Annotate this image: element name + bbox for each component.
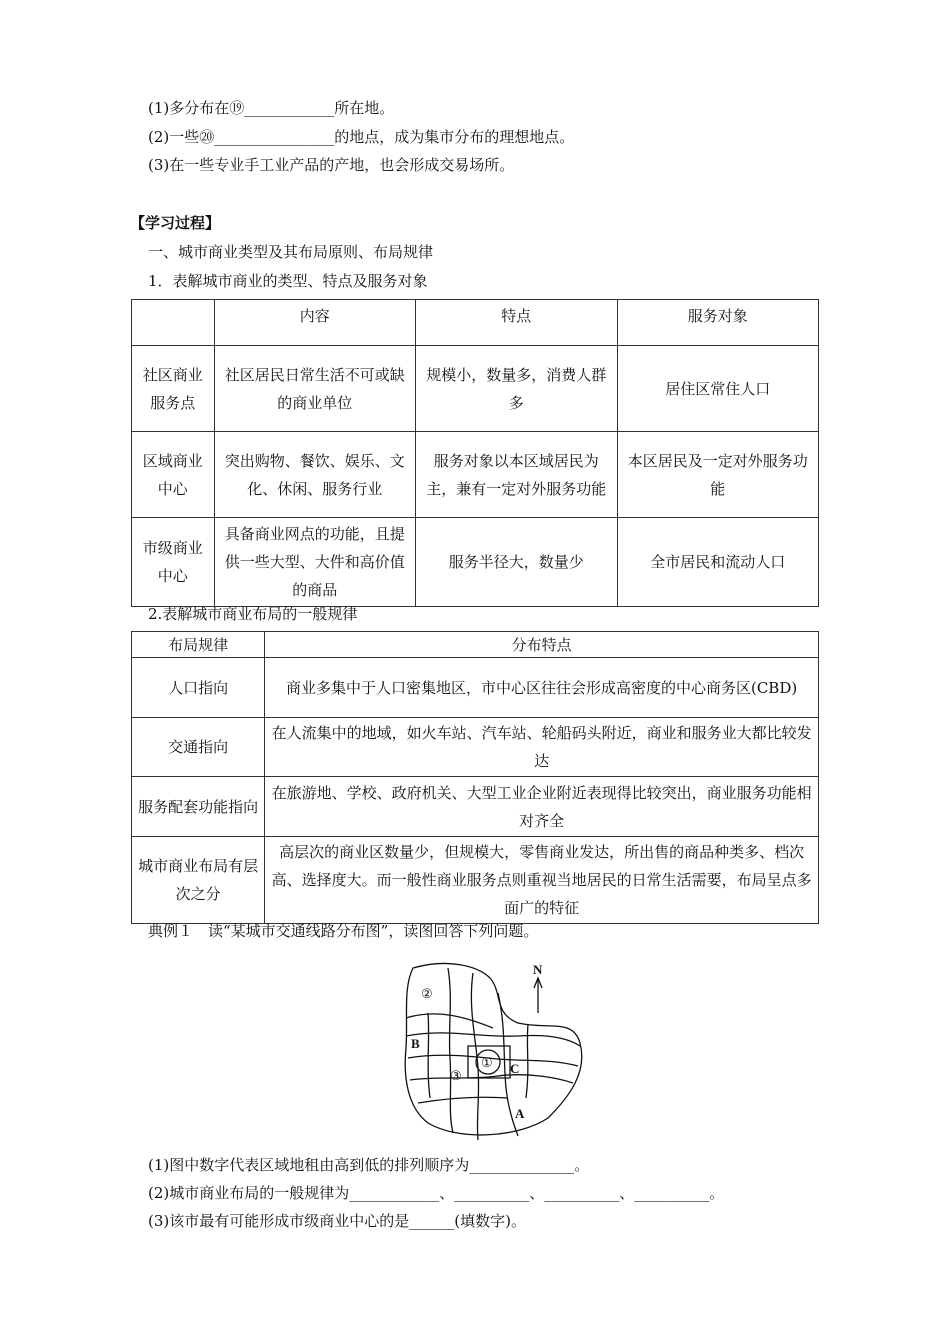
region-3-label: ③: [450, 1068, 462, 1083]
table-cell: 服务配套功能指向: [132, 777, 265, 837]
table-cell: 社区居民日常生活不可或缺的商业单位: [214, 346, 416, 432]
table-cell: 本区居民及一定对外服务功能: [617, 432, 818, 518]
table-cell: 居住区常住人口: [617, 346, 818, 432]
table-header-row: [132, 632, 819, 658]
north-label: N: [533, 962, 543, 977]
road: [418, 1097, 508, 1103]
table-row: [132, 777, 819, 837]
commerce-types-table: [131, 299, 819, 607]
table-row: [132, 658, 819, 718]
table-cell: 突出购物、餐饮、娱乐、文化、休闲、服务行业: [214, 432, 416, 518]
table-cell: 在人流集中的地域，如火车站、汽车站、轮船码头附近，商业和服务业大都比较发达: [265, 718, 819, 777]
table-header-cell: [132, 300, 215, 346]
region-2-label: ②: [421, 986, 433, 1001]
table-header-cell: 服务对象: [617, 300, 818, 346]
example-line: 典例１ 读“某城市交通线路分布图”，读图回答下列问题。: [148, 922, 539, 940]
question-line-3: (3)该市最有可能形成市级商业中心的是______(填数字)。: [148, 1212, 526, 1230]
table-cell: 城市商业布局有层次之分: [132, 837, 265, 924]
table-row: [132, 346, 819, 432]
table-cell: 规模小，数量多，消费人群多: [416, 346, 618, 432]
heading-3: 2.表解城市商业布局的一般规律: [148, 605, 358, 623]
question-line-2: (2)城市商业布局的一般规律为____________、__________、__________、__________。: [148, 1184, 725, 1202]
table-header-row: [132, 300, 819, 346]
table-cell: 社区商业服务点: [132, 346, 215, 432]
city-transport-map: [398, 958, 588, 1143]
table-cell: 交通指向: [132, 718, 265, 777]
table-cell: 人口指向: [132, 658, 265, 718]
table-row: [132, 518, 819, 607]
label-C: C: [510, 1061, 520, 1076]
table-row: [132, 432, 819, 518]
table-cell: 服务对象以本区域居民为主，兼有一定对外服务功能: [416, 432, 618, 518]
road: [406, 1033, 580, 1046]
section-title: 【学习过程】: [130, 214, 221, 232]
table-header-cell: 布局规律: [132, 632, 265, 658]
table-cell: 高层次的商业区数量少，但规模大，零售商业发达，所出售的商品种类多、档次高、选择度大。而一般性商业服务点则重视当地居民的日常生活需要，布局呈点多面广的特征: [265, 837, 819, 924]
question-line-1: (1)图中数字代表区域地租由高到低的排列顺序为______________。: [148, 1156, 590, 1174]
road: [410, 1075, 573, 1083]
table-cell: 在旅游地、学校、政府机关、大型工业企业附近表现得比较突出，商业服务功能相对齐全: [265, 777, 819, 837]
table-cell: 市级商业中心: [132, 518, 215, 607]
table-header-cell: 特点: [416, 300, 618, 346]
table-cell: 商业多集中于人口密集地区，市中心区往往会形成高密度的中心商务区(CBD): [265, 658, 819, 718]
table-cell: 区域商业中心: [132, 432, 215, 518]
intro-line-2: (2)一些⑳________________的地点，成为集市分布的理想地点。: [148, 128, 575, 146]
table-header-cell: 内容: [214, 300, 416, 346]
table-row: [132, 837, 819, 924]
intro-line-1: (1)多分布在⑲____________所在地。: [148, 99, 395, 117]
table-row: [132, 718, 819, 777]
table-cell: 全市居民和流动人口: [617, 518, 818, 607]
table-header-cell: 分布特点: [265, 632, 819, 658]
label-A: A: [515, 1106, 525, 1121]
intro-line-3: (3)在一些专业手工业产品的产地，也会形成交易场所。: [148, 156, 515, 174]
heading-1: 一、城市商业类型及其布局原则、布局规律: [148, 243, 434, 261]
layout-rules-table: [131, 631, 819, 924]
table-cell: 服务半径大，数量少: [416, 518, 618, 607]
heading-2: 1．表解城市商业的类型、特点及服务对象: [148, 272, 428, 290]
road: [448, 968, 453, 1133]
region-1-label: ①: [481, 1055, 493, 1070]
road: [408, 1055, 578, 1066]
table-cell: 具备商业网点的功能，且提供一些大型、大件和高价值的商品: [214, 518, 416, 607]
label-B: B: [411, 1036, 420, 1051]
